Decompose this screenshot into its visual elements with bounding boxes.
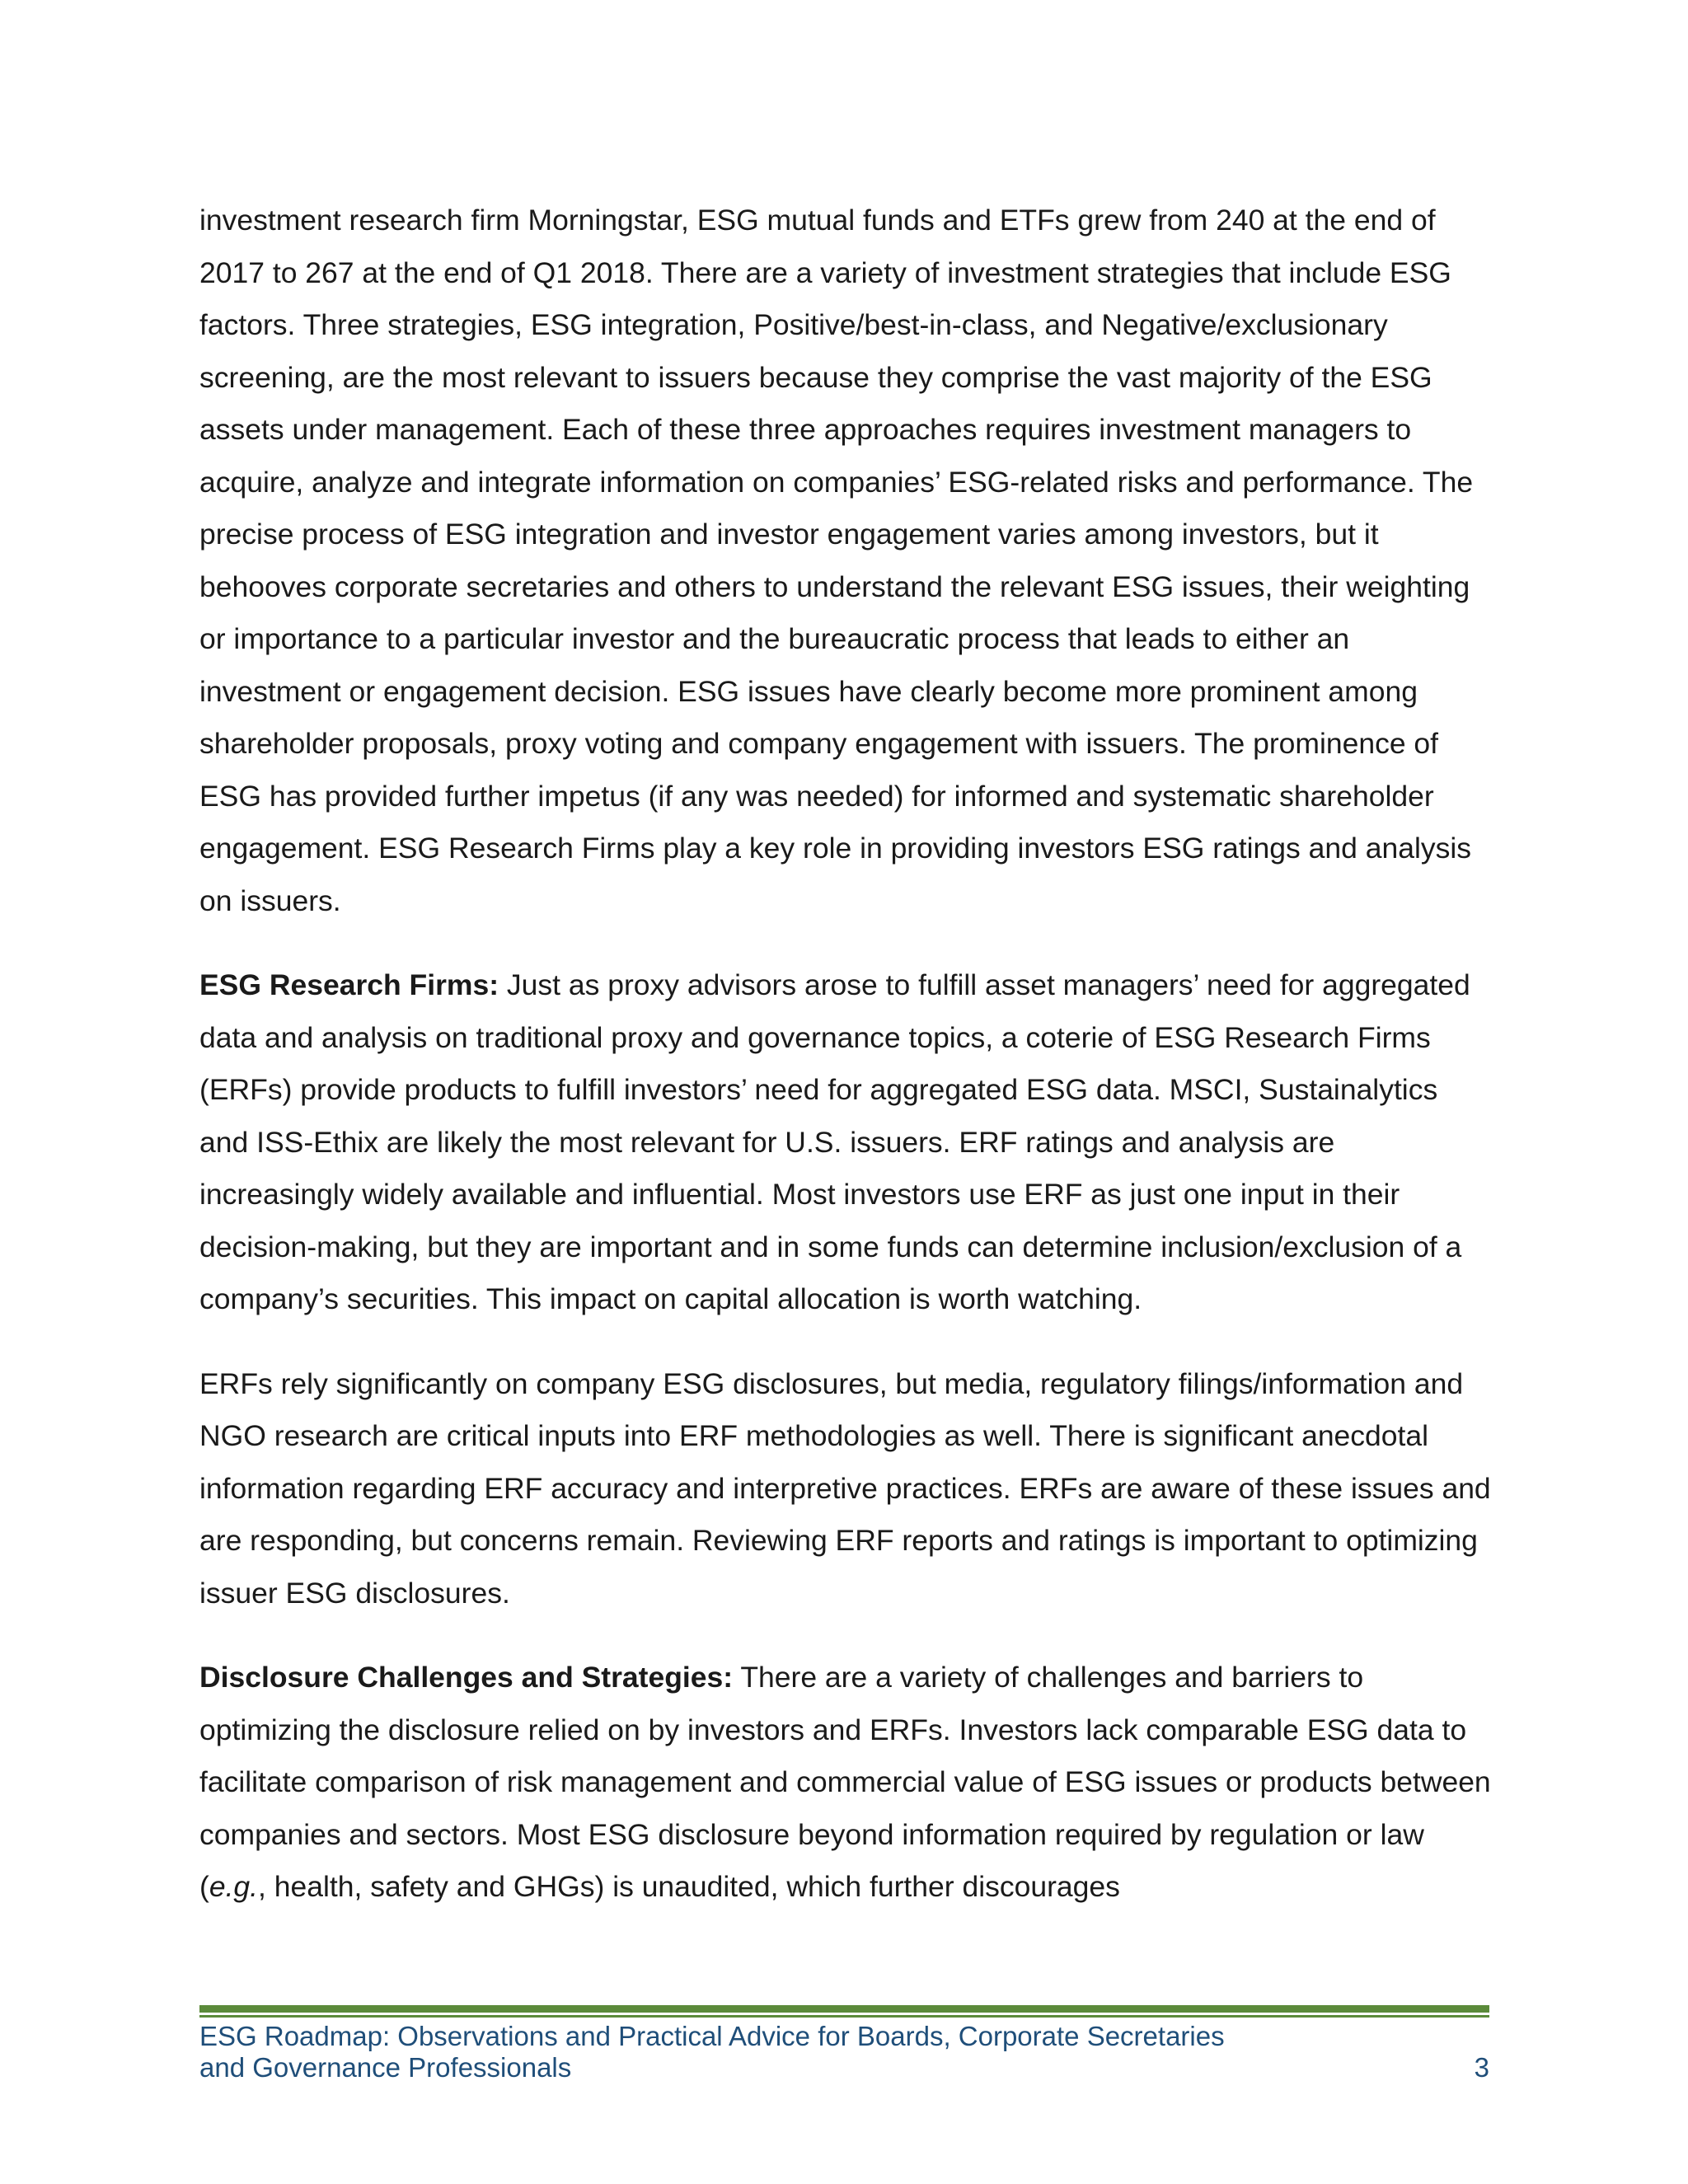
footer-title-line-2: and Governance Professionals <box>199 2052 572 2083</box>
paragraph-text: Just as proxy advisors arose to fulfill asset managers’ need for aggregated data and analysis on traditional proxy and governance topics, a coterie of ESG Research Firms (ERFs) provide products to fulfill investors’ need for aggregated ESG data. MSCI, Sustainalytics and ISS-Ethix are likely the most relevant for U.S. issuers. ERF ratings and analysis are increasingly widely available and influential. Most investors use ERF as just one input in their decision-making, but they are important and in some funds can determine inclusion/exclusion of a company’s securities. This impact on capital allocation is worth watching. <box>199 968 1470 1315</box>
paragraph-esg-strategies <box>199 194 1493 927</box>
paragraph-text: There are a variety of challenges and barriers to optimizing the disclosure relied on by investors and ERFs. Investors lack comparable ESG data to facilitate comparison of risk management and commercial value of ESG issues or products between companies and sectors. Most ESG disclosure beyond information required by regulation or law ( <box>199 1661 1491 1903</box>
page-number: 3 <box>1474 2052 1489 2083</box>
footer-title-line-1: ESG Roadmap: Observations and Practical Advice for Boards, Corporate Secretaries <box>199 2021 1225 2051</box>
page-footer <box>199 2021 1489 2083</box>
paragraph-erf-disclosures <box>199 1358 1493 1620</box>
paragraph-text-continued: , health, safety and GHGs) is unaudited, which further discourages <box>258 1870 1120 1903</box>
footer-title <box>199 2021 1489 2083</box>
paragraph-lead: Disclosure Challenges and Strategies: <box>199 1661 734 1694</box>
paragraph-text: investment research firm Morningstar, ESG mutual funds and ETFs grew from 240 at the end of 2017 to 267 at the end of Q1 2018. There are a variety of investment strategies that include ESG factors. Three strategies, ESG integration, Positive/best-in-class, and Negative/exclusionary screening, are the most relevant to issuers because they comprise the vast majority of the ESG assets under management. Each of these three approaches requires investment managers to acquire, analyze and integrate information on companies’ ESG-related risks and performance. The precise process of ESG integration and investor engagement varies among investors, but it behooves corporate secretaries and others to understand the relevant ESG issues, their weighting or importance to a particular investor and the bureaucratic process that leads to either an investment or engagement decision. ESG issues have clearly become more prominent among shareholder proposals, proxy voting and company engagement with issuers. The prominence of ESG has provided further impetus (if any was needed) for informed and systematic shareholder engagement. ESG Research Firms play a key role in providing investors ESG ratings and analysis on issuers. <box>199 204 1474 917</box>
footer-rule-thick <box>199 2005 1489 2013</box>
paragraph-esg-research-firms <box>199 959 1493 1326</box>
italic-abbreviation: e.g. <box>209 1870 259 1903</box>
paragraph-lead: ESG Research Firms: <box>199 968 499 1001</box>
document-body <box>199 194 1493 1946</box>
footer-rule-thin <box>199 2015 1489 2018</box>
paragraph-disclosure-challenges <box>199 1652 1493 1914</box>
paragraph-text: ERFs rely significantly on company ESG disclosures, but media, regulatory filings/information and NGO research are critical inputs into ERF methodologies as well. There is significant anecdotal information regarding ERF accuracy and interpretive practices. ERFs are aware of these issues and are responding, but concerns remain. Reviewing ERF reports and ratings is important to optimizing issuer ESG disclosures. <box>199 1366 1491 1610</box>
